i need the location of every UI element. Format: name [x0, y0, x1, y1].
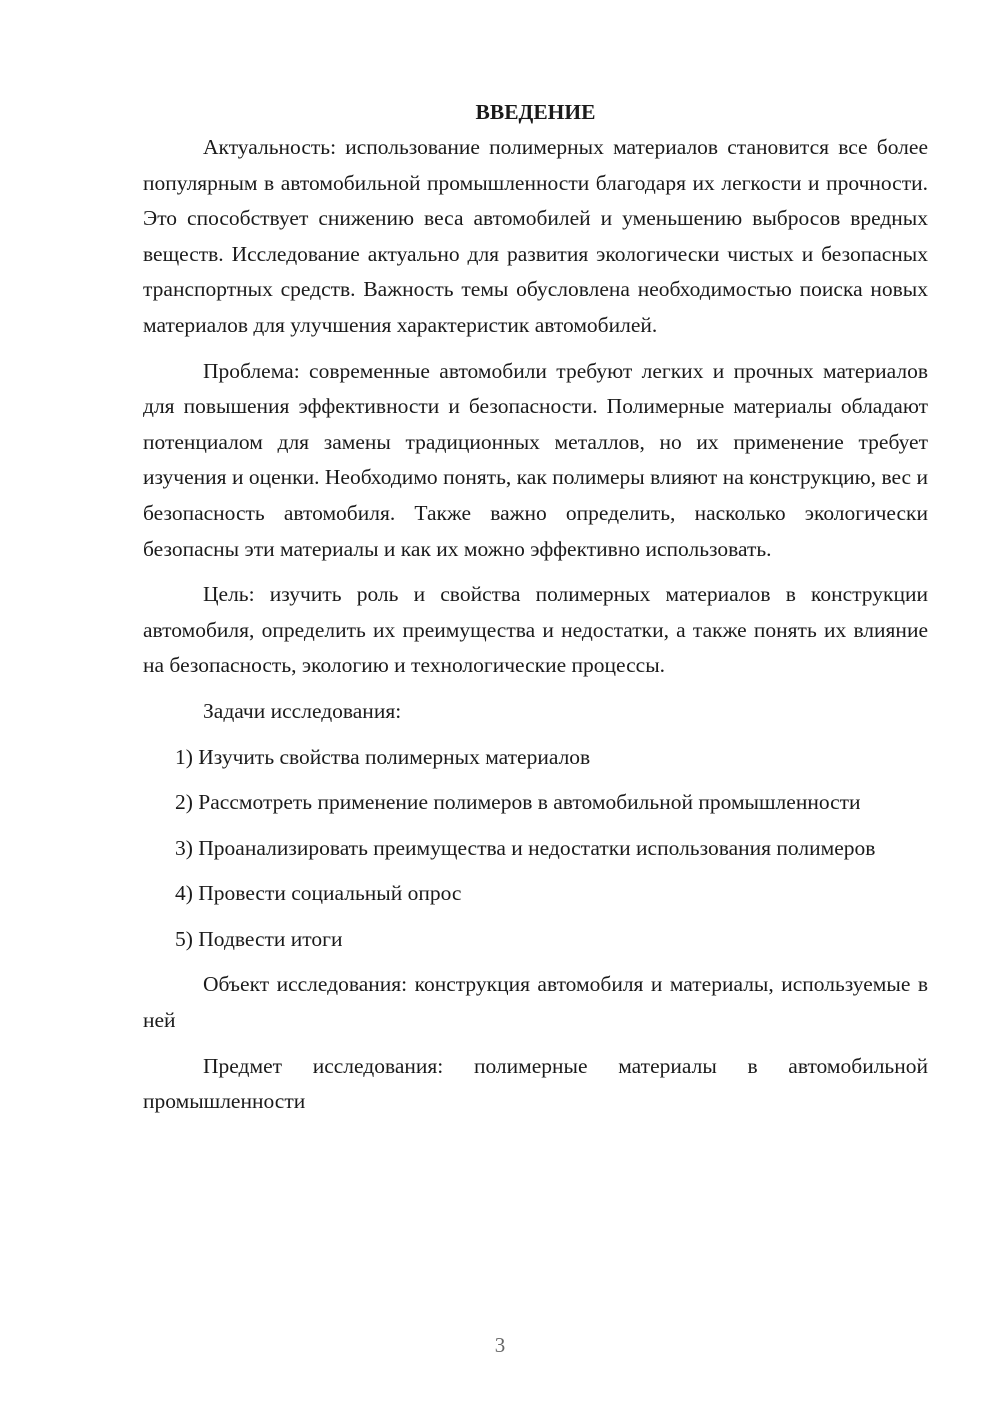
- section-title: ВВЕДЕНИЕ: [475, 100, 596, 124]
- tasks-heading: Задачи исследования:: [203, 698, 402, 723]
- task-item: 3) Проанализировать преимущества и недостатки использования полимеров: [175, 835, 876, 860]
- goal-paragraph: Цель: изучить роль и свойства полимерных материалов в конструкции автомобиля, определить их преимущества и недостатки, а также понять их влияние на безопасность, экологию и технологические процессы.: [143, 582, 928, 678]
- research-subject-paragraph: Предмет исследования: полимерные материалы в автомобильной промышленности: [143, 1053, 928, 1114]
- task-item: 1) Изучить свойства полимерных материалов: [175, 744, 591, 769]
- task-item: 4) Провести социальный опрос: [175, 881, 462, 906]
- problem-paragraph: Проблема: современные автомобили требуют легких и прочных материалов для повышения эффективности и безопасности. Полимерные материалы обладают потенциалом для замены традиционных металлов, но их применение требует изучения и оценки. Необходимо понять, как полимеры влияют на конструкцию, вес и безопасность автомобиля. Также важно определить, насколько экологически безопасны эти материалы и как их можно эффективно использовать.: [143, 358, 928, 561]
- task-item: 2) Рассмотреть применение полимеров в автомобильной промышленности: [175, 790, 861, 815]
- task-item: 5) Подвести итоги: [175, 926, 343, 951]
- relevance-paragraph: Актуальность: использование полимерных материалов становится все более популярным в автомобильной промышленности благодаря их легкости и прочности. Это способствует снижению веса автомобилей и уменьшению выбросов вредных веществ. Исследование актуально для развития экологически чистых и безопасных транспортных средств. Важность темы обусловлена необходимостью поиска новых материалов для улучшения характеристик автомобилей.: [143, 135, 928, 337]
- document-page: [143, 96, 928, 1130]
- page-number: 3: [494, 1333, 506, 1357]
- research-object-paragraph: Объект исследования: конструкция автомобиля и материалы, используемые в ней: [143, 972, 928, 1033]
